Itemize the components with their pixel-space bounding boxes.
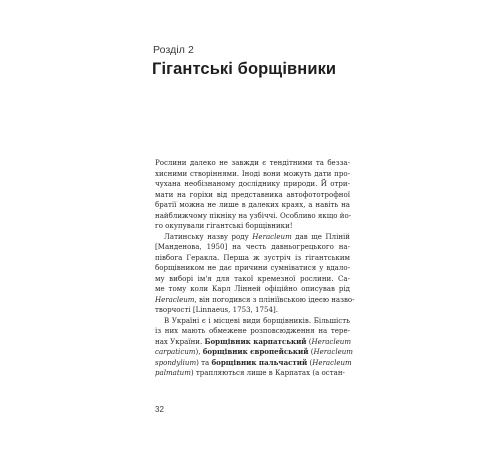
text-line [155,305,350,316]
text-line [155,294,355,306]
text-segment: ( [307,357,313,367]
text-segment: ( [306,336,312,346]
text-line [155,190,350,201]
text-segment: , він погодився з плініївською ідеєю назво- [194,294,355,304]
text-segment: ), [195,347,203,356]
species-name: борщівник пальчастий [211,357,308,367]
text-line [155,221,350,232]
paragraph [155,315,353,379]
text-segment: [Манденова, 1950] на честь давньогрецького на- [155,242,350,251]
text-segment: найближчому пікніку на узбіччі. Особливо якщо йо- [155,210,352,220]
text-segment: му виборі ім'я для такої кремезної рослини. Са- [155,273,350,283]
species-name: борщівник європейський [202,347,309,356]
text-segment: із них мають обмежене розповсюдження на тере- [155,326,350,335]
text-line [155,158,350,169]
text-segment: го окупували гігантські борщівники! [155,221,293,230]
text-segment: хисними створіннями. Іноді вони можуть дати про- [155,168,350,178]
text-segment: В Україні є і місцеві види борщівників. Більшість [164,315,350,325]
text-segment: творчості [Linnaeus, 1753, 1754]. [155,305,278,314]
text-segment: ( [308,347,314,356]
text-segment: нах України. [155,336,205,346]
body-text [155,158,355,379]
text-line [155,179,350,190]
page-number: 32 [155,405,164,414]
text-segment: Рослини далеко не завжди є тендітними та безза- [155,158,350,167]
text-line [155,253,350,264]
text-segment: братії можна не лише в далеких краях, а навіть на [155,200,350,209]
text-segment: Латинську назву роду [164,231,253,241]
latin-term: Heracleum [252,231,292,241]
text-segment: дав ще Пліній [291,231,350,241]
text-segment: півбога Геракла. Перша ж зустріч із гігантським [155,252,350,262]
text-line [155,169,350,180]
text-line [155,368,350,379]
latin-term: Heracleum [311,336,352,346]
latin-term: Heracleum [312,357,352,367]
text-line [155,232,350,243]
chapter-title: Гігантські борщівники [152,60,337,78]
paragraph [155,231,355,316]
text-segment: ) трапляються лише в Карпатах (а остан- [190,368,345,377]
text-line [155,347,353,358]
text-line [155,316,350,327]
latin-term: Heracleum [313,347,353,356]
species-name: Борщівник карпатський [204,336,307,346]
text-segment: чухана необізнаному досліднику природи. Й отри- [155,179,350,188]
text-segment: ме тому коли Карл Лінней офіційно описував рід [155,284,350,293]
text-line [155,200,350,211]
latin-term: palmatum [155,368,191,377]
text-line [155,284,350,295]
chapter-label: Розділ 2 [153,44,194,56]
text-line [155,358,350,369]
text-line [155,242,350,253]
text-segment: ) та [196,357,212,367]
latin-term: Heracleum [155,294,195,304]
text-line [155,263,350,274]
text-segment: мати на горіхи від представника автофототрофної [155,189,350,199]
latin-term: spondylium [155,357,197,367]
text-segment: борщівником не дає причини сумніватися у вдало- [155,263,350,272]
latin-term: carpaticum [155,347,196,356]
text-line [155,337,350,348]
text-line [155,274,350,285]
paragraph [155,158,350,232]
text-line [155,326,350,337]
text-line [155,211,350,222]
